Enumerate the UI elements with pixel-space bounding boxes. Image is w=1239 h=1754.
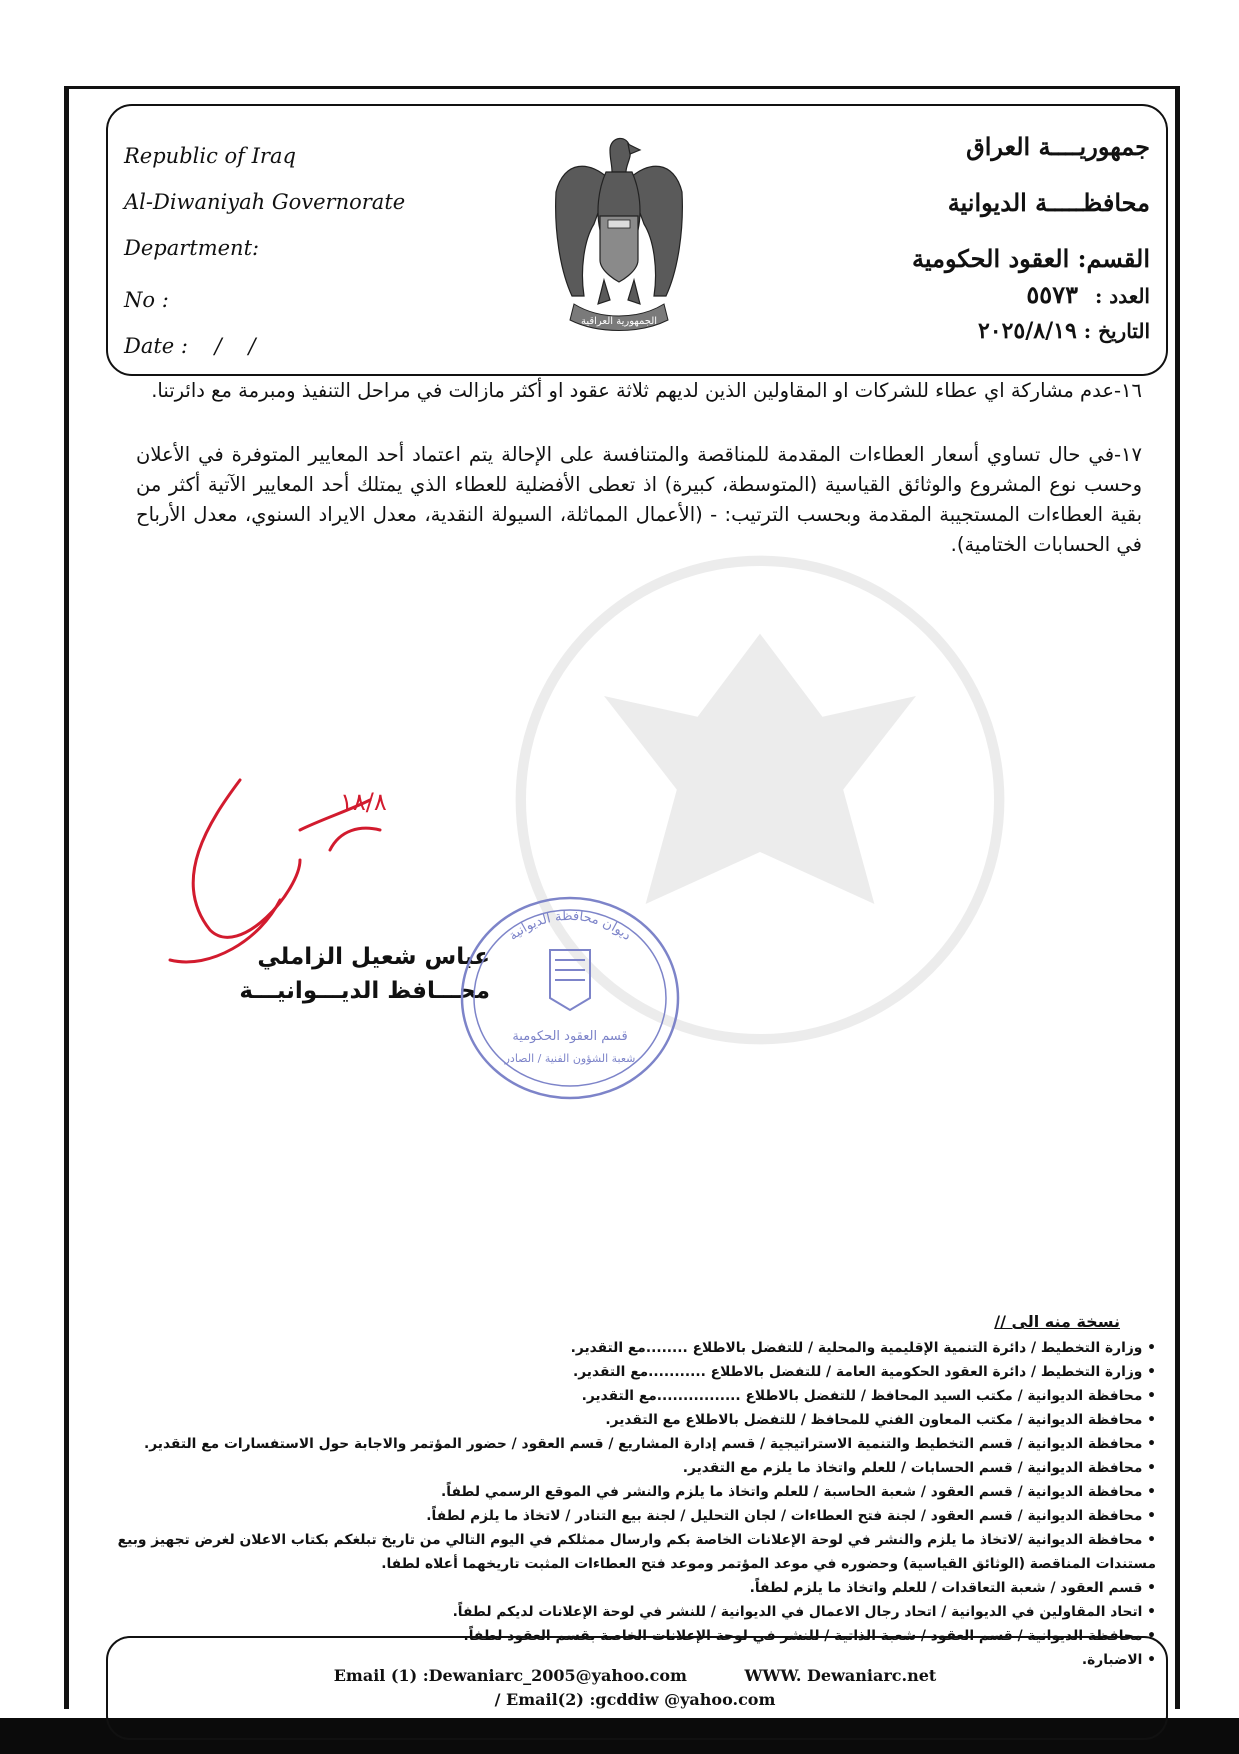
iraq-emblem-icon	[550, 120, 688, 340]
footer-website: WWW. Dewaniarc.net	[744, 1666, 937, 1685]
ar-number-label: العدد :	[1094, 284, 1150, 308]
emblem-caption: الجمهورية العراقية	[580, 316, 658, 327]
signature-date: ١٨/٨	[340, 788, 387, 816]
copy-item: • محافظة الديوانية / قسم العقود / شعبة الحاسبة / للعلم واتخاذ ما يلزم والنشر في الموقع الرسمي لطفاً.	[110, 1480, 1156, 1504]
copy-item: • قسم العقود / شعبة التعاقدات / للعلم واتخاذ ما يلزم لطفاً.	[110, 1576, 1156, 1600]
copy-item: • محافظة الديوانية / قسم التخطيط والتنمية الاستراتيجية / قسم إدارة المشاريع / قسم العقود / حضور المؤتمر والاجابة حول الاستفسارات مع التقدير.	[110, 1432, 1156, 1456]
official-stamp	[455, 890, 685, 1105]
copy-item: • وزارة التخطيط / دائرة العقود الحكومية العامة / للتفضل بالاطلاع ...........مع التقدير.	[110, 1360, 1156, 1384]
copies-title: نسخة منه الى //	[994, 1312, 1120, 1331]
footer-line-2	[106, 1690, 1164, 1709]
en-republic: Republic of Iraq	[124, 144, 296, 168]
en-department: Department:	[124, 236, 260, 260]
copy-item: • محافظة الديوانية / مكتب المعاون الفني للمحافظ / للتفضل بالاطلاع مع التقدير.	[110, 1408, 1156, 1432]
signatory-block	[230, 940, 490, 1008]
signatory-name: عباس شعيل الزاملي	[257, 944, 490, 970]
copy-item: • محافظة الديوانية / قسم الحسابات / للعلم واتخاذ ما يلزم مع التقدير.	[110, 1456, 1156, 1480]
ar-governorate: محافظـــــة الديوانية	[947, 188, 1150, 217]
ar-department: القسم: العقود الحكومية	[912, 244, 1150, 273]
ar-date-label: التاريخ :	[1083, 319, 1150, 343]
stamp-line-2: قسم العقود الحكومية	[512, 1029, 628, 1044]
svg-text:ديوان محافظة الديوانية	[506, 909, 634, 944]
en-number: No :	[124, 288, 169, 312]
paragraph-17: ١٧-في حال تساوي أسعار العطاءات المقدمة للمناقصة والمتنافسة على الإحالة يتم اعتماد أحد المعايير المتوفرة في الأعلان وحسب نوع المشروع والوثائق القياسية (المتوسطة، كبيرة) اذ تعطى الأفضلية للعطاء الذي يمتلك أحد المعايير الآتية أكثر من بقية العطاءات المستجيبة المقدمة وبحسب الترتيب: - (الأعمال المماثلة، السيولة النقدية، معدل الايراد السنوي، معدل الأرباح في الحسابات الختامية).	[136, 443, 1142, 556]
stamp-line-1: ديوان محافظة الديوانية	[506, 908, 634, 944]
footer-line-1	[106, 1666, 1164, 1685]
copy-item: • محافظة الديوانية / قسم العقود / شعبة الذاتية / للنشر في لوحة الإعلانات الخاصة بقسم العقود لطفاً.	[110, 1624, 1156, 1648]
copy-item: • محافظة الديوانية / قسم العقود / لجنة فتح العطاءات / لجان التحليل / لجنة بيع التنادر / لاتخاذ ما يلزم لطفاً.	[110, 1504, 1156, 1528]
copies-list	[110, 1336, 1156, 1672]
copy-item: • محافظة الديوانية /لاتخاذ ما يلزم والنشر في لوحة الإعلانات الخاصة بكم وارسال ممثلكم في اليوم التالي من تاريخ تبلغكم بكتاب الاعلان لغرض تجهيز وبيع مستندات المناقصة (الوثائق القياسية) وحضوره في موعد المؤتمر وموعد فتح العطاءات المثبت تاريخهما أعلاه لطفا.	[110, 1528, 1156, 1576]
copy-item: • وزارة التخطيط / دائرة التنمية الإقليمية والمحلية / للتفضل بالاطلاع ........مع التقدير.	[110, 1336, 1156, 1360]
ar-number-row	[860, 280, 1150, 309]
ar-date-row	[860, 318, 1150, 344]
ar-republic: جمهوريــــة العراق	[966, 132, 1150, 161]
signatory-title: محـــافظ الديـــوانيـــة	[239, 978, 490, 1004]
footer-box	[106, 1636, 1168, 1740]
footer-email-1: Email (1) :Dewaniarc_2005@yahoo.com	[333, 1666, 687, 1685]
stamp-line-3: شعبة الشؤون الفنية / الصادر	[504, 1052, 636, 1065]
paragraph-16: ١٦-عدم مشاركة اي عطاء للشركات او المقاولين الذين لديهم ثلاثة عقود او أكثر مازالت في مراحل التنفيذ ومبرمة مع دائرتنا.	[151, 379, 1142, 402]
copy-item: • اتحاد المقاولين في الديوانية / اتحاد رجال الاعمال في الديوانية / للنشر في لوحة الإعلانات لديكم لطفاً.	[110, 1600, 1156, 1624]
ar-date-value: ٢٠٢٥/٨/١٩	[977, 318, 1077, 344]
footer-email-2: / Email(2) :gcddiw @yahoo.com	[494, 1690, 776, 1709]
copy-item: • الاضبارة.	[110, 1648, 1156, 1672]
ar-number-value: ٥٥٧٣	[1026, 280, 1078, 309]
copy-item: • محافظة الديوانية / مكتب السيد المحافظ / للتفضل بالاطلاع ................مع التقدير.	[110, 1384, 1156, 1408]
en-date: Date : / /	[124, 334, 256, 358]
en-governorate: Al-Diwaniyah Governorate	[124, 190, 406, 214]
